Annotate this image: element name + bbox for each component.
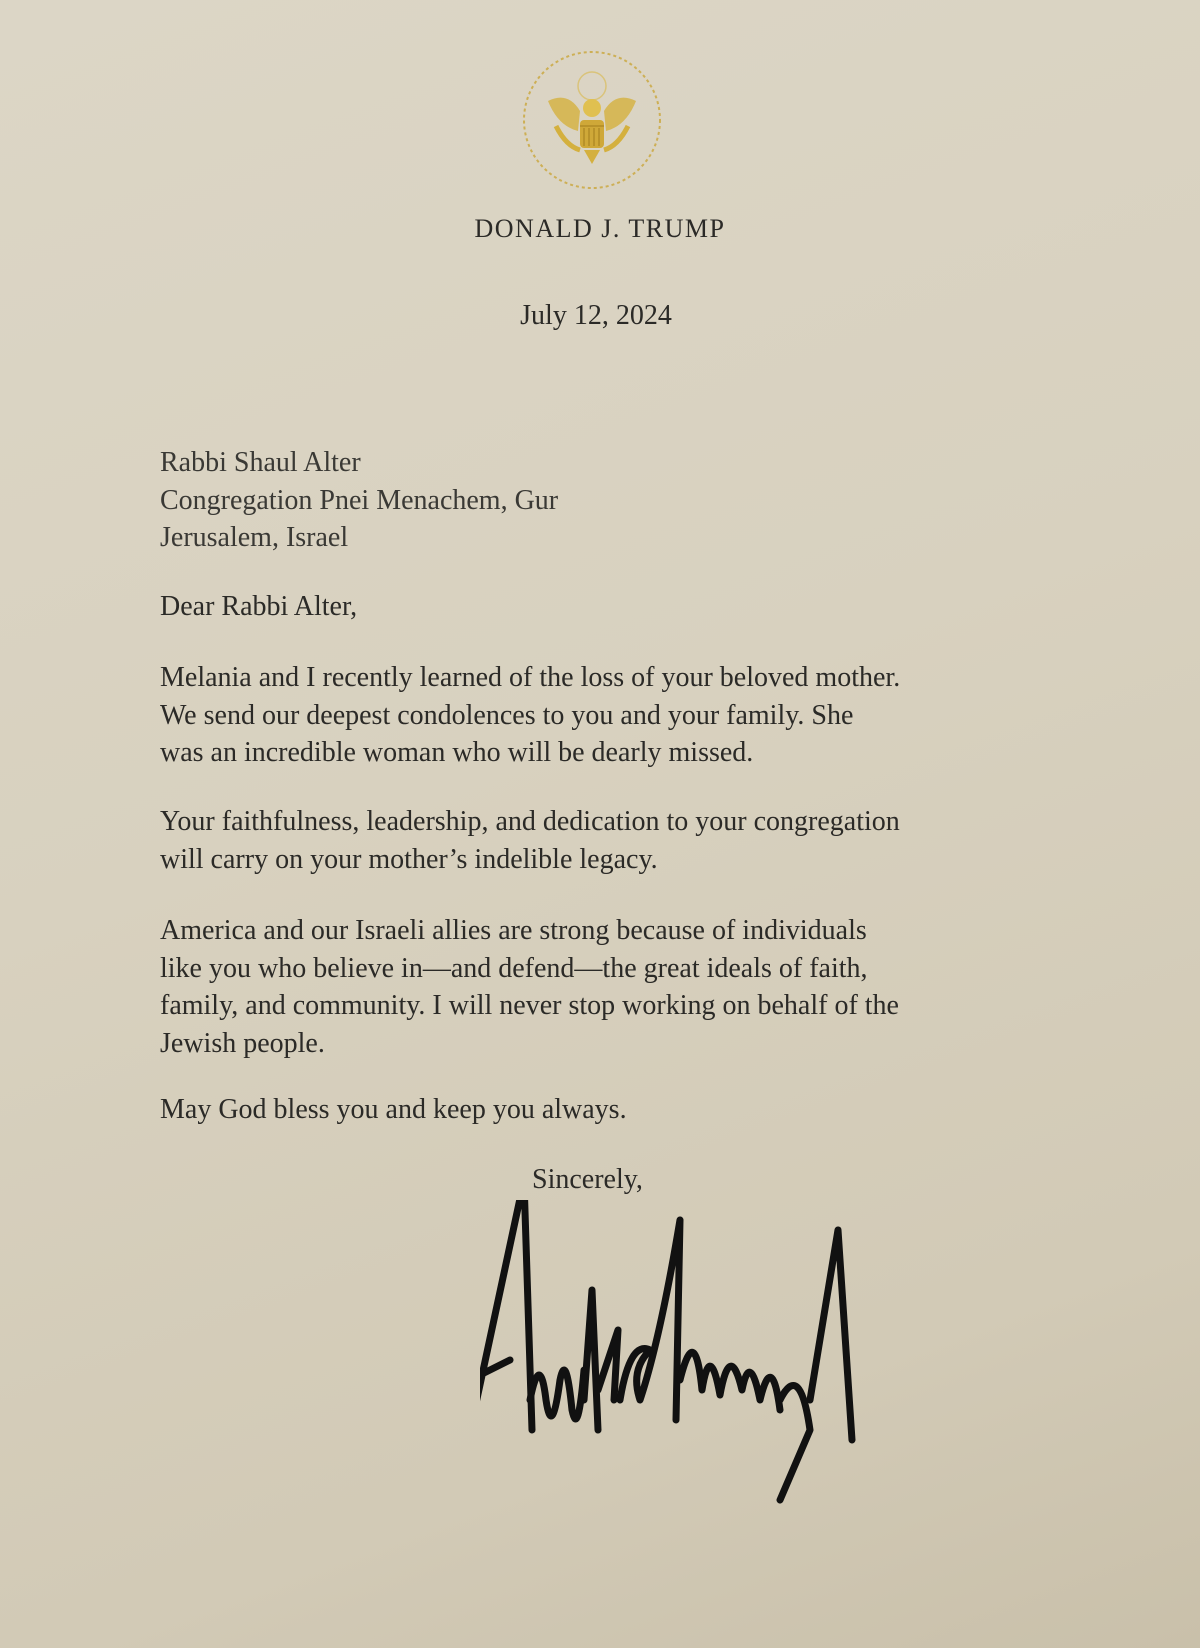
handwritten-signature <box>480 1200 900 1580</box>
body-paragraph <box>160 803 900 878</box>
address-line: Rabbi Shaul Alter <box>160 447 361 478</box>
letter-date: July 12, 2024 <box>520 300 672 331</box>
paragraph-line: May God bless you and keep you always. <box>160 1094 627 1125</box>
body-paragraph <box>160 1091 627 1129</box>
presidential-seal-emblem <box>518 46 666 194</box>
paragraph-line: We send our deepest condolences to you and your family. She <box>160 699 854 731</box>
closing: Sincerely, <box>532 1164 643 1195</box>
address-line: Congregation Pnei Menachem, Gur <box>160 484 559 516</box>
paragraph-line: will carry on your mother’s indelible legacy. <box>160 843 658 875</box>
paragraph-line: America and our Israeli allies are strong because of individuals <box>160 915 867 946</box>
paragraph-line: Jewish people. <box>160 1027 325 1059</box>
paragraph-line: family, and community. I will never stop working on behalf of the <box>160 990 899 1021</box>
paragraph-line: Melania and I recently learned of the loss of your beloved mother. <box>160 662 901 693</box>
paragraph-line: was an incredible woman who will be dearly missed. <box>160 737 754 768</box>
body-paragraph <box>160 659 900 772</box>
letterhead-name: DONALD J. TRUMP <box>474 214 726 243</box>
paragraph-line: Your faithfulness, leadership, and dedication to your congregation <box>160 806 900 837</box>
salutation: Dear Rabbi Alter, <box>160 591 358 622</box>
paragraph-line: like you who believe in—and defend—the great ideals of faith, <box>160 952 868 984</box>
body-paragraph <box>160 912 899 1062</box>
address-line: Jerusalem, Israel <box>160 522 349 553</box>
recipient-address <box>160 444 558 557</box>
